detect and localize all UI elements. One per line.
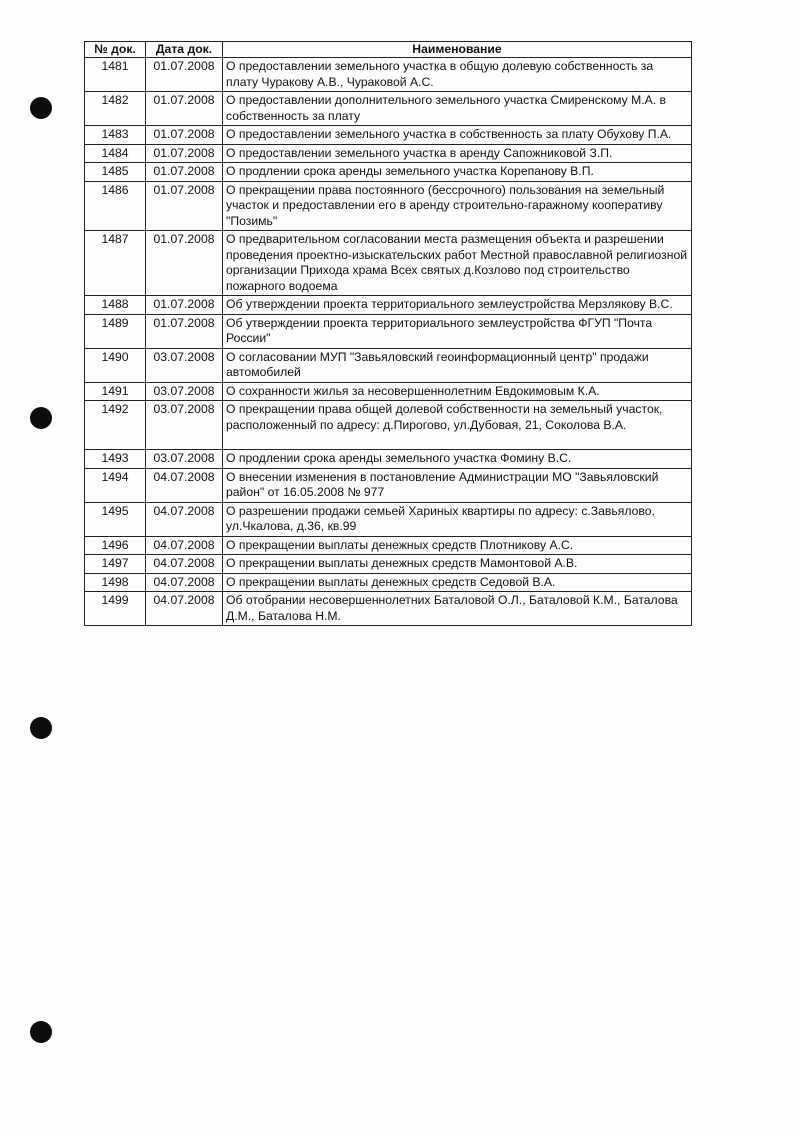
doc-title: О продлении срока аренды земельного участка Корепанову В.П.: [223, 163, 692, 182]
doc-title: О согласовании МУП "Завьяловский геоинформационный центр" продажи автомобилей: [223, 348, 692, 382]
doc-title: О предоставлении земельного участка в аренду Сапожниковой З.П.: [223, 144, 692, 163]
doc-date: 04.07.2008: [146, 573, 223, 592]
doc-number: 1497: [85, 555, 146, 574]
doc-number: 1483: [85, 126, 146, 145]
table-row: [85, 502, 692, 536]
doc-title: О продлении срока аренды земельного участка Фомину В.С.: [223, 450, 692, 469]
table-row: [85, 181, 692, 231]
doc-title: Об отобрании несовершеннолетних Баталовой О.Л., Баталовой К.М., Баталова Д.М., Баталова Н.М.: [223, 592, 692, 626]
doc-date: 03.07.2008: [146, 348, 223, 382]
doc-title: О прекращении права постоянного (бессрочного) пользования на земельный участок и предоставлении его в аренду строительно-гаражному кооперативу "Позимь": [223, 181, 692, 231]
table-row: [85, 296, 692, 315]
doc-date: 04.07.2008: [146, 555, 223, 574]
documents-table: [84, 41, 692, 626]
doc-title: Об утверждении проекта территориального землеустройства ФГУП "Почта России": [223, 314, 692, 348]
doc-number: 1489: [85, 314, 146, 348]
table-header-row: [85, 42, 692, 58]
doc-date: 01.07.2008: [146, 296, 223, 315]
doc-date: 01.07.2008: [146, 163, 223, 182]
table-row: [85, 231, 692, 296]
doc-number: 1490: [85, 348, 146, 382]
doc-title: О предварительном согласовании места размещения объекта и разрешении проведения проектно-изыскательских работ Местной православной религиозной организации Прихода храма Всех святых д.Козлово под строительство пожарного водоема: [223, 231, 692, 296]
punch-hole: [30, 717, 52, 739]
punch-hole: [30, 97, 52, 119]
doc-title: Об утверждении проекта территориального землеустройства Мерзлякову В.С.: [223, 296, 692, 315]
table-row: [85, 348, 692, 382]
doc-title: О прекращении выплаты денежных средств Седовой В.А.: [223, 573, 692, 592]
doc-number: 1486: [85, 181, 146, 231]
doc-date: 03.07.2008: [146, 382, 223, 401]
table-row: [85, 555, 692, 574]
table-row: [85, 92, 692, 126]
table-row: [85, 382, 692, 401]
doc-number: 1494: [85, 468, 146, 502]
doc-date: 01.07.2008: [146, 231, 223, 296]
doc-date: 01.07.2008: [146, 58, 223, 92]
doc-date: 01.07.2008: [146, 181, 223, 231]
doc-title: О сохранности жилья за несовершеннолетним Евдокимовым К.А.: [223, 382, 692, 401]
doc-date: 04.07.2008: [146, 536, 223, 555]
doc-title: О прекращении выплаты денежных средств Плотникову А.С.: [223, 536, 692, 555]
doc-number: 1495: [85, 502, 146, 536]
doc-date: 04.07.2008: [146, 592, 223, 626]
doc-date: 03.07.2008: [146, 401, 223, 450]
doc-date: 04.07.2008: [146, 468, 223, 502]
doc-title: О предоставлении земельного участка в общую долевую собственность за плату Чуракову А.В., Чураковой А.С.: [223, 58, 692, 92]
doc-title: О предоставлении дополнительного земельного участка Смиренскому М.А. в собственность за плату: [223, 92, 692, 126]
doc-number: 1482: [85, 92, 146, 126]
doc-number: 1492: [85, 401, 146, 450]
doc-number: 1493: [85, 450, 146, 469]
doc-number: 1499: [85, 592, 146, 626]
table-row: [85, 58, 692, 92]
table-row: [85, 468, 692, 502]
punch-hole: [30, 1021, 52, 1043]
doc-title: О прекращении выплаты денежных средств Мамонтовой А.В.: [223, 555, 692, 574]
doc-number: 1481: [85, 58, 146, 92]
punch-hole: [30, 407, 52, 429]
doc-date: 03.07.2008: [146, 450, 223, 469]
doc-number: 1487: [85, 231, 146, 296]
table-row: [85, 401, 692, 450]
doc-number: 1488: [85, 296, 146, 315]
table-row: [85, 144, 692, 163]
doc-title: О внесении изменения в постановление Администрации МО "Завьяловский район" от 16.05.2008 № 977: [223, 468, 692, 502]
doc-title: О прекращении права общей долевой собственности на земельный участок, расположенный по адресу: д.Пирогово, ул.Дубовая, 21, Соколова В.А.: [223, 401, 692, 450]
doc-title: О разрешении продажи семьей Хариных квартиры по адресу: с.Завьялово, ул.Чкалова, д.36, кв.99: [223, 502, 692, 536]
doc-date: 01.07.2008: [146, 144, 223, 163]
table-row: [85, 126, 692, 145]
doc-date: 01.07.2008: [146, 126, 223, 145]
table-row: [85, 314, 692, 348]
table-row: [85, 536, 692, 555]
header-doc-number: № док.: [85, 42, 146, 58]
doc-title: О предоставлении земельного участка в собственность за плату Обухову П.А.: [223, 126, 692, 145]
doc-number: 1484: [85, 144, 146, 163]
doc-date: 01.07.2008: [146, 314, 223, 348]
header-doc-title: Наименование: [223, 42, 692, 58]
doc-date: 01.07.2008: [146, 92, 223, 126]
table-row: [85, 592, 692, 626]
doc-number: 1496: [85, 536, 146, 555]
table-row: [85, 163, 692, 182]
header-doc-date: Дата док.: [146, 42, 223, 58]
doc-number: 1491: [85, 382, 146, 401]
table-row: [85, 450, 692, 469]
doc-number: 1485: [85, 163, 146, 182]
table-row: [85, 573, 692, 592]
doc-date: 04.07.2008: [146, 502, 223, 536]
doc-number: 1498: [85, 573, 146, 592]
